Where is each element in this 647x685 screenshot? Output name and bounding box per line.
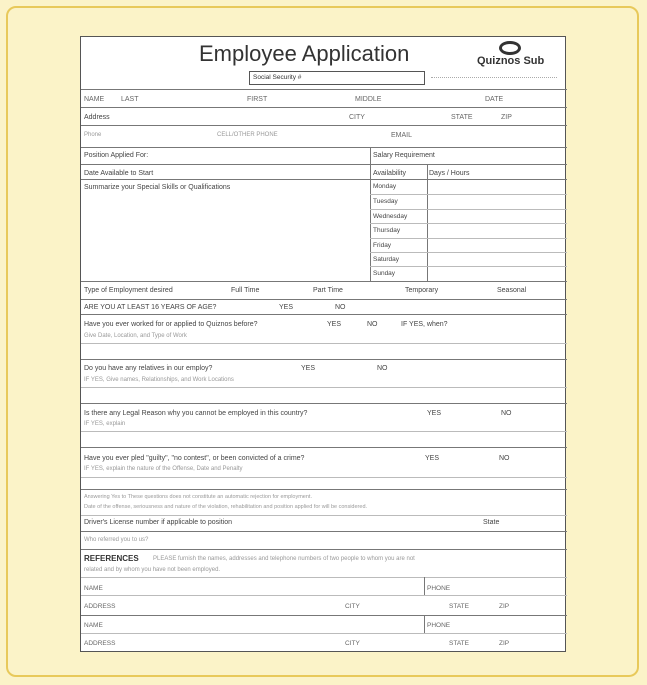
divider xyxy=(81,615,567,616)
divider xyxy=(81,147,567,148)
legal-explain-field[interactable]: IF YES, explain xyxy=(84,421,126,427)
day-friday[interactable]: Friday xyxy=(373,242,392,249)
license-field[interactable]: Driver's License number if applicable to position xyxy=(84,519,233,526)
age-question: ARE YOU AT LEAST 16 YEARS OF AGE? xyxy=(84,304,217,311)
divider xyxy=(370,147,371,281)
crime-question: Have you ever pled "guilty", "no contest", or been convicted of a crime? xyxy=(84,455,305,462)
day-thursday[interactable]: Thursday xyxy=(373,227,401,234)
divider xyxy=(81,299,567,300)
day-monday[interactable]: Monday xyxy=(373,183,397,190)
divider xyxy=(370,223,567,224)
crime-explain-field[interactable]: IF YES, explain the nature of the Offense, Date and Penalty xyxy=(84,466,243,472)
last-name-field[interactable]: LAST xyxy=(121,96,139,103)
relatives-no[interactable]: NO xyxy=(377,365,388,372)
days-hours-label: Days / Hours xyxy=(429,170,470,177)
divider xyxy=(81,431,567,432)
quiznos-logo-icon xyxy=(499,41,521,55)
legal-no[interactable]: NO xyxy=(501,410,512,417)
company-logo-text: Quiznos Sub xyxy=(477,55,545,67)
divider xyxy=(370,266,567,267)
divider xyxy=(370,252,567,253)
divider xyxy=(81,477,567,478)
name-label: NAME xyxy=(84,96,105,103)
divider xyxy=(424,615,425,633)
ssn-field[interactable] xyxy=(249,71,425,85)
worked-before-question: Have you ever worked for or applied to Quiznos before? xyxy=(84,321,258,328)
age-yes-option[interactable]: YES xyxy=(279,304,294,311)
reference-2-state-field[interactable]: STATE xyxy=(449,640,469,647)
first-name-field[interactable]: FIRST xyxy=(247,96,268,103)
day-tuesday[interactable]: Tuesday xyxy=(373,198,398,205)
divider xyxy=(81,549,567,550)
full-time-option[interactable]: Full Time xyxy=(231,287,260,294)
reference-1-address-field[interactable]: ADDRESS xyxy=(84,603,116,610)
zip-field[interactable]: ZIP xyxy=(501,114,512,121)
divider xyxy=(81,595,567,596)
legal-question: Is there any Legal Reason why you cannot be employed in this country? xyxy=(84,410,308,417)
divider xyxy=(81,403,567,404)
divider xyxy=(370,194,567,195)
reference-1-state-field[interactable]: STATE xyxy=(449,603,469,610)
middle-name-field[interactable]: MIDDLE xyxy=(355,96,382,103)
work-details-field[interactable]: Give Date, Location, and Type of Work xyxy=(84,333,187,339)
relatives-yes[interactable]: YES xyxy=(301,365,316,372)
divider xyxy=(424,577,425,595)
reference-2-address-field[interactable]: ADDRESS xyxy=(84,640,116,647)
divider xyxy=(81,577,567,578)
divider xyxy=(81,314,567,315)
header-rule xyxy=(431,77,557,79)
reference-2-phone-field[interactable]: PHONE xyxy=(427,622,451,629)
relatives-details-field[interactable]: IF YES, Give names, Relationships, and Work Locations xyxy=(84,377,234,383)
ssn-label: Social Security # xyxy=(253,74,302,81)
divider xyxy=(81,633,567,634)
availability-label: Availability xyxy=(373,170,406,177)
crime-yes[interactable]: YES xyxy=(425,455,440,462)
form-title: Employee Application xyxy=(199,41,410,66)
divider xyxy=(81,359,567,360)
reference-1-zip-field[interactable]: ZIP xyxy=(499,603,510,610)
crime-no[interactable]: NO xyxy=(499,455,510,462)
legal-yes[interactable]: YES xyxy=(427,410,442,417)
divider xyxy=(81,164,567,165)
divider xyxy=(81,125,567,126)
divider xyxy=(81,107,567,108)
age-no-option[interactable]: NO xyxy=(335,304,346,311)
date-field[interactable]: DATE xyxy=(485,96,504,103)
employment-type-label: Type of Employment desired xyxy=(84,287,173,294)
cell-phone-field[interactable]: CELL/OTHER PHONE xyxy=(217,132,278,138)
worked-before-no[interactable]: NO xyxy=(367,321,378,328)
email-field[interactable]: EMAIL xyxy=(391,132,413,139)
position-applied-field[interactable]: Position Applied For: xyxy=(84,152,149,159)
city-field[interactable]: CITY xyxy=(349,114,365,121)
license-state-field[interactable]: State xyxy=(483,519,500,526)
day-wednesday[interactable]: Wednesday xyxy=(373,213,408,220)
reference-2-city-field[interactable]: CITY xyxy=(345,640,360,647)
temporary-option[interactable]: Temporary xyxy=(405,287,439,294)
seasonal-option[interactable]: Seasonal xyxy=(497,287,527,294)
divider xyxy=(81,447,567,448)
referred-field[interactable]: Who referred you to us? xyxy=(84,537,149,543)
application-form xyxy=(80,36,566,652)
day-sunday[interactable]: Sunday xyxy=(373,270,396,277)
relatives-question: Do you have any relatives in our employ? xyxy=(84,365,213,372)
references-instructions-2: related and by whom you have not been employed. xyxy=(84,567,221,573)
reference-1-name-field[interactable]: NAME xyxy=(84,585,103,592)
divider xyxy=(81,387,567,388)
reference-1-city-field[interactable]: CITY xyxy=(345,603,360,610)
divider xyxy=(81,515,567,516)
references-heading: REFERENCES xyxy=(84,554,139,563)
part-time-option[interactable]: Part Time xyxy=(313,287,343,294)
disclaimer-line-2: Date of the offense, seriousness and nature of the violation, rehabilitation and position applied for will be considered. xyxy=(84,504,368,510)
divider xyxy=(370,209,567,210)
divider xyxy=(81,531,567,532)
references-instructions-1: PLEASE furnish the names, addresses and telephone numbers of two people to whom you are not xyxy=(153,556,415,562)
salary-field[interactable]: Salary Requirement xyxy=(373,152,435,159)
divider xyxy=(81,281,567,282)
phone-field[interactable]: Phone xyxy=(84,132,102,138)
divider xyxy=(81,179,567,180)
address-field[interactable]: Address xyxy=(84,114,110,121)
divider xyxy=(370,238,567,239)
worked-before-yes[interactable]: YES xyxy=(327,321,342,328)
reference-2-zip-field[interactable]: ZIP xyxy=(499,640,510,647)
divider xyxy=(81,343,567,344)
reference-2-name-field[interactable]: NAME xyxy=(84,622,103,629)
state-field[interactable]: STATE xyxy=(451,114,473,121)
divider xyxy=(81,489,567,490)
date-available-field[interactable]: Date Available to Start xyxy=(84,170,154,177)
reference-1-phone-field[interactable]: PHONE xyxy=(427,585,451,592)
worked-before-when[interactable]: IF YES, when? xyxy=(401,321,448,328)
skills-field[interactable]: Summarize your Special Skills or Qualifications xyxy=(84,184,231,191)
day-saturday[interactable]: Saturday xyxy=(373,256,400,263)
divider xyxy=(81,89,567,90)
disclaimer-line-1: Answering Yes to These questions does not constitute an automatic rejection for employment. xyxy=(84,494,312,500)
